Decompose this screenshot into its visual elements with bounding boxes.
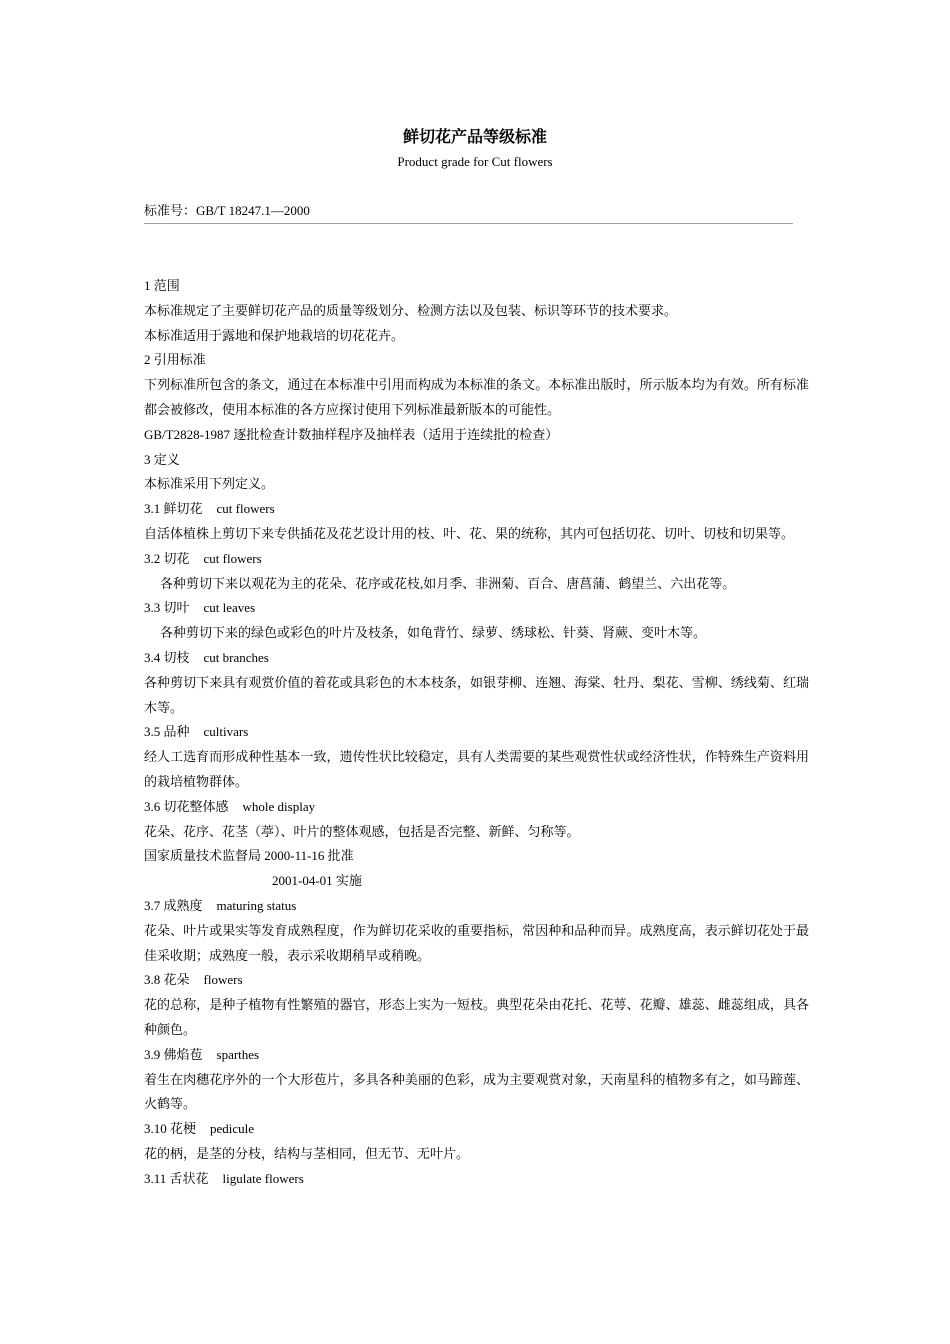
definition-text: 自活体植株上剪切下来专供插花及花艺设计用的枝、叶、花、果的统称，其内可包括切花、切叶、切枝和切果等。 <box>144 525 795 541</box>
page-title: 鲜切花产品等级标准 <box>402 127 547 146</box>
header-divider <box>144 223 793 224</box>
term-cn: 3.8 花朵 <box>144 972 190 988</box>
term-en: maturing status <box>216 897 297 913</box>
approval-line: 国家质量技术监督局 2000-11-16 批准 <box>144 848 354 864</box>
term-cn: 3.3 切叶 <box>144 600 190 616</box>
definition-term <box>144 795 809 820</box>
definition-text: 花的总称，是种子植物有性繁殖的器官，形态上实为一短枝。典型花朵由花托、花萼、花瓣、雄蕊、雌蕊组成，具各种颜色。 <box>144 997 809 1037</box>
definition-term <box>144 1167 809 1192</box>
term-en: sparthes <box>216 1046 260 1062</box>
paragraph: 本标准规定了主要鲜切花产品的质量等级划分、检测方法以及包装、标识等环节的技术要求。 <box>144 302 678 318</box>
section-heading-scope: 1 范围 <box>144 278 180 293</box>
standard-number: 标准号：GB/T 18247.1—2000 <box>144 203 310 218</box>
definition-term <box>144 497 809 522</box>
definition-text: 各种剪切下来具有观赏价值的着花或具彩色的木本枝条，如银芽柳、连翘、海棠、牡丹、梨花、雪柳、绣线菊、红瑞木等。 <box>144 674 809 715</box>
term-cn: 3.4 切枝 <box>144 649 190 665</box>
definition-term <box>144 646 809 671</box>
term-en: cut branches <box>203 649 269 665</box>
term-en: pedicule <box>210 1121 255 1137</box>
definition-term <box>144 596 809 621</box>
definition-term <box>144 894 809 919</box>
term-en: ligulate flowers <box>222 1170 304 1186</box>
section-heading-definitions: 3 定义 <box>144 451 180 467</box>
term-en: flowers <box>203 972 243 988</box>
definition-term <box>144 1043 809 1068</box>
paragraph: 下列标准所包含的条文，通过在本标准中引用而构成为本标准的条文。本标准出版时，所示版本均为有效。所有标准都会被修改，使用本标准的各方应探讨使用下列标准最新版本的可能性。 <box>144 377 809 417</box>
definition-term <box>144 720 809 745</box>
document-body <box>144 274 809 1191</box>
definition-term <box>144 547 809 572</box>
term-cn: 3.7 成熟度 <box>144 897 203 913</box>
definition-text: 花的柄，是茎的分枝，结构与茎相同，但无节、无叶片。 <box>144 1145 470 1161</box>
term-cn: 3.1 鲜切花 <box>144 501 203 517</box>
term-cn: 3.11 舌状花 <box>144 1170 209 1186</box>
term-en: cultivars <box>203 724 249 740</box>
effective-date-line: 2001-04-01 实施 <box>272 873 362 889</box>
paragraph: 本标准采用下列定义。 <box>144 476 275 492</box>
term-cn: 3.5 品种 <box>144 724 190 740</box>
term-en: cut flowers <box>216 501 275 517</box>
section-heading-references: 2 引用标准 <box>144 352 206 368</box>
term-cn: 3.2 切花 <box>144 550 190 566</box>
term-cn: 3.9 佛焰苞 <box>144 1046 203 1062</box>
definition-text: 各种剪切下来以观花为主的花朵、花序或花枝,如月季、非洲菊、百合、唐菖蒲、鹤望兰、六出花等。 <box>160 575 736 591</box>
definition-text: 着生在肉穗花序外的一个大形苞片，多具各种美丽的色彩，成为主要观赏对象，天南星科的植物多有之，如马蹄莲、火鹤等。 <box>144 1071 809 1112</box>
definition-term <box>144 968 809 993</box>
term-cn: 3.6 切花整体感 <box>144 798 229 814</box>
definition-text: 花朵、叶片或果实等发育成熟程度，作为鲜切花采收的重要指标，常因种和品种而异。成熟度高，表示鲜切花处于最佳采收期；成熟度一般，表示采收期稍早或稍晚。 <box>144 922 809 963</box>
term-cn: 3.10 花梗 <box>144 1121 197 1137</box>
term-en: cut flowers <box>203 550 262 566</box>
definition-text: 经人工选育而形成种性基本一致，遗传性状比较稳定，具有人类需要的某些观赏性状或经济性状，作特殊生产资料用的栽培植物群体。 <box>144 749 809 789</box>
reference-item: GB/T2828-1987 逐批检查计数抽样程序及抽样表（适用于连续批的检查） <box>144 426 559 442</box>
page-subtitle: Product grade for Cut flowers <box>397 154 553 169</box>
definition-text: 各种剪切下来的绿色或彩色的叶片及枝条，如龟背竹、绿萝、绣球松、针葵、肾蕨、变叶木等。 <box>160 625 707 641</box>
term-en: whole display <box>242 798 316 814</box>
definition-term <box>144 1117 809 1142</box>
term-en: cut leaves <box>203 600 256 616</box>
paragraph: 本标准适用于露地和保护地栽培的切花花卉。 <box>144 327 405 343</box>
definition-text: 花朵、花序、花茎（葶）、叶片的整体观感，包括是否完整、新鲜、匀称等。 <box>144 823 580 839</box>
